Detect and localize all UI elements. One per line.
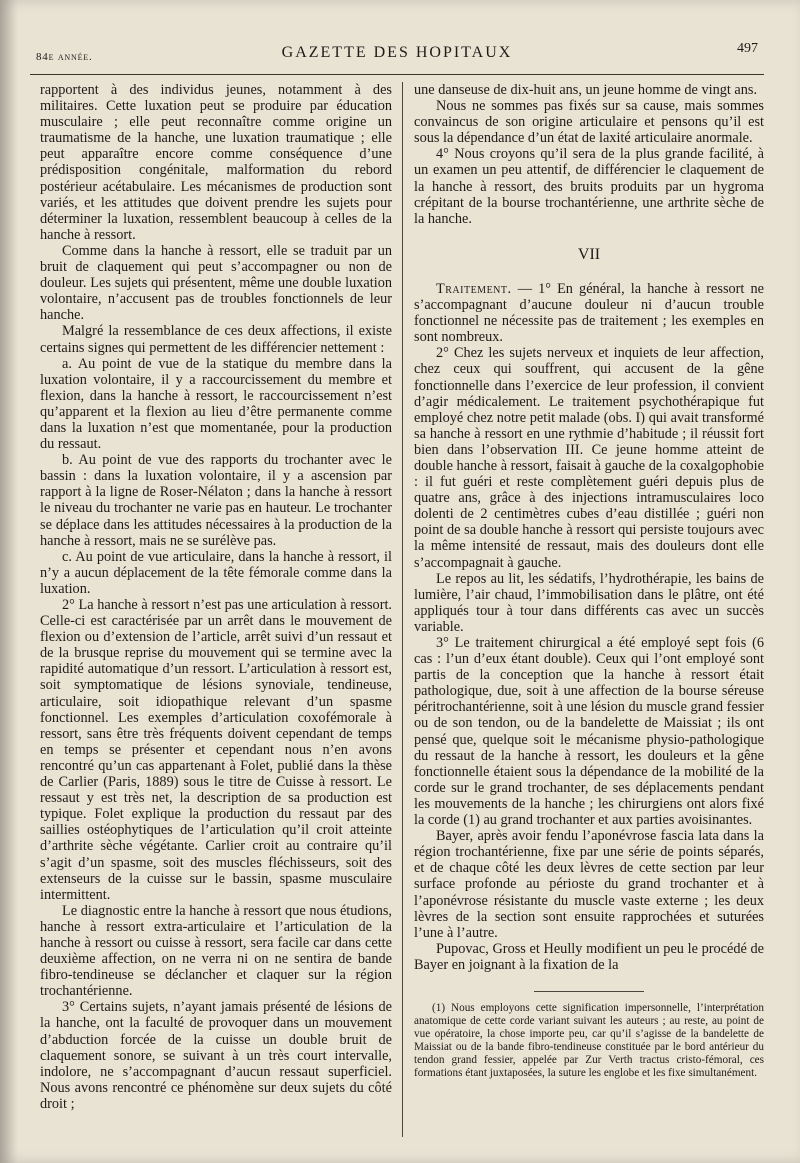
paragraph: Le repos au lit, les sédatifs, l’hydrothérapie, les bains de lumière, l’air chaud, l’immobilisation dans le plâtre, ont été appliqués tour à tour dans différents cas avec un succès variable. [414, 570, 764, 635]
section-number: VII [577, 245, 601, 263]
paragraph: une danseuse de dix-huit ans, un jeune homme de vingt ans. [414, 82, 758, 98]
paragraph: rapportent à des individus jeunes, notamment à des militaires. Cette luxation peut se produire par éducation musculaire ; elle peut reconnaître comme origine un traumatisme de la hanche, une luxation traumatique ; elle peut apparaître encore comme conséquence d’une prédisposition congénitale, malformation du rebord postérieur acétabulaire. Les mécanismes de production sont variés, et les attitudes que doivent prendre les sujets pour déterminer la luxation, ressemblent beaucoup à celles de la hanche à ressort. [40, 82, 392, 243]
paragraph: b. Au point de vue des rapports du trochanter avec le bassin : dans la luxation volontaire, il y a ascension par rapport à la ligne de Roser-Nélaton ; dans la hanche à ressort le niveau du trochanter ne varie pas en hauteur. Le trochanter se déplace dans les attitudes nécessaires à la production de la hanche à ressort, mais ne se surélève pas. [40, 452, 392, 549]
page-number: 497 [737, 41, 758, 56]
paragraph: Le diagnostic entre la hanche à ressort que nous étudions, hanche à ressort extra-articulaire et l’articulation de la hanche à ressort ou cuisse à ressort, sera facile car dans cette deuxième affection, on ne verra ni on ne sentira de bande fibro-tendineuse se déclancher et claquer sur la région trochantérienne. [40, 902, 392, 1000]
paragraph-text: — 1° En général, la hanche à ressort ne s’accompagnant d’aucune douleur ni d’aucun trouble fonctionnel ne nécessite pas de traitement ; les exemples en sont nombreux. [414, 280, 764, 346]
paragraph: 2° La hanche à ressort n’est pas une articulation à ressort. Celle-ci est caractérisée par un arrêt dans le mouvement de flexion ou d’extension de l’article, arrêt suivi d’un ressaut et de la brusque reprise du mouvement qui se termine avec la rapidité automatique d’un ressort. L’articulation à ressort est, soit symptomatique de lésions synoviale, tendineuse, articulaire, soit idiopathique relevant d’un spasme fonctionnel. Les exemples d’articulation coxofémorale à ressort, sans être très fréquents doivent cependant de temps en temps se présenter et cependant nous n’en avons rencontré qu’un cas appartenant à Folet, publié dans la thèse de Carlier (Paris, 1889) sous le titre de Cuisse à ressort. Le ressaut y est très net, la description de sa production est typique. Folet explique la production du ressaut par des saillies ostéophytiques de l’articulation qu’il croit atteinte d’arthrite sèche végétante. Carlier croit au contraire qu’il s’agit d’un spasme, soit des muscles fléchisseurs, soit des extenseurs de la cuisse sur le bassin, spasme musculaire intermittent. [40, 597, 392, 903]
column-divider [402, 82, 403, 1137]
paragraph: 4° Nous croyons qu’il sera de la plus grande facilité, à un examen un peu attentif, de différencier le claquement de la hanche à ressort, des bruits produits par un hygroma crépitant de la bourse trochantérienne, une arthrite sèche de la hanche. [414, 146, 764, 227]
page-shadow [0, 0, 18, 1163]
paragraph: 3° Le traitement chirurgical a été employé sept fois (6 cas : l’un d’eux étant double). Ceux qui l’ont employé sont partis de la conception que la hanche à ressort était pathologique, due, soit à une affection de la bourse séreuse péritrochantérienne, soit à une lésion du muscle grand fessier ou de son tendon, ou de la bandelette de Maissiat ; ils ont pensé que, quelque soit le mécanisme physio-pathologique du ressaut de la hanche à ressort, les douleurs et la gêne fonctionnelle étaient sous la dépendance de la mobilité de la corde sur le grand trochanter, de ses déplacements pendant les mouvements de la hanche ; les chirurgiens ont alors fixé la corde (1) au grand trochanter et aux parties avoisinantes. [414, 635, 764, 829]
running-head: 84e année. [36, 51, 93, 63]
paragraph: Comme dans la hanche à ressort, elle se traduit par un bruit de claquement qui peut s’accompagner ou non de douleur. Les sujets qui présentent, même une double luxation volontaire, n’accusent pas de troubles fonctionnels de leur hanche. [40, 242, 392, 324]
page-header [30, 36, 764, 75]
left-column [40, 82, 392, 1112]
paragraph: c. Au point de vue articulaire, dans la hanche à ressort, il n’y a aucun déplacement de la tête fémorale comme dans la luxation. [40, 548, 392, 597]
paragraph: 3° Certains sujets, n’ayant jamais présenté de lésions de la hanche, ont la faculté de provoquer dans un mouvement d’abduction forcée de la cuisse un double bruit de claquement sonore, se suivant à un très court intervalle, indolore, ne s’accompagnant d’aucun ressaut superficiel. Nous avons rencontré ce phénomène sur deux sujets du côté droit ; [40, 999, 392, 1112]
paragraph: Nous ne sommes pas fixés sur sa cause, mais sommes convaincus de son origine articulaire et pensons qu’il est sous la dépendance d’un état de laxité articulaire anormale. [414, 98, 764, 147]
section-heading: Traitement. [436, 280, 512, 297]
paragraph: a. Au point de vue de la statique du membre dans la luxation volontaire, il y a raccourcissement du membre et flexion, dans la hanche à ressort, le raccourcissement n’est qu’apparent et la flexion au lieu d’être permanente comme dans la luxation n’est que momentanée, pour la production du ressaut. [40, 355, 392, 453]
paragraph: Pupovac, Gross et Heully modifient un peu le procédé de Bayer en joignant à la fixation de la [414, 940, 764, 973]
paragraph: Malgré la ressemblance de ces deux affections, il existe certains signes qui permettent de les différencier nettement : [40, 323, 392, 356]
journal-title: GAZETTE DES HOPITAUX [281, 44, 513, 61]
paragraph: Bayer, après avoir fendu l’aponévrose fascia lata dans la région trochantérienne, fixe par une série de points séparés, et de chaque côté les deux lèvres de cette section par leur surface profonde au périoste du grand trochanter et à l’aponévrose résistante du muscle vaste externe ; les deux lèvres de la section sont ensuite rapprochées et suturées l’une à l’autre. [414, 828, 764, 941]
right-column [414, 82, 764, 1080]
paragraph: 2° Chez les sujets nerveux et inquiets de leur affection, chez ceux qui souffrent, qui accusent de la gêne fonctionnelle dans l’exercice de leur profession, il convient d’agir médicalement. Le traitement psychothérapique fut employé chez notre petit malade (obs. I) qui avait transformé sa hanche à ressort en une rythmie d’habitude ; il réussit fort bien dans l’observation III. Ce jeune homme atteint de double hanche à ressort, faisait à gauche de la coxalgophobie : il fut guéri et reste complètement guéri depuis plus de quatre ans, grâce à des injections intramusculaires loco dolenti de 2 centimètres cubes d’eau distillée ; guéri non point de sa double hanche à ressort qui persiste toujours avec la même intensité de ressaut, mais des douleurs dont elle s’accompagnait à gauche. [414, 345, 764, 571]
footnote-divider [534, 991, 644, 992]
footnote: (1) Nous employons cette signification impersonnelle, l’interprétation anatomique de cette corde variant suivant les auteurs ; au reste, au point de vue opératoire, la chose importe peu, car qu’il s’agisse de la bandelette de Maissiat ou de la bande fibro-tendineuse constituée par le bord antérieur du tendon grand fessier, appelée par Zur Verth tractus cristo-fémoral, ces formations étant juxtaposées, la suture les englobe et les fixe simultanément. [414, 1001, 764, 1079]
paragraph [414, 281, 764, 345]
footnote-block [414, 1002, 764, 1080]
